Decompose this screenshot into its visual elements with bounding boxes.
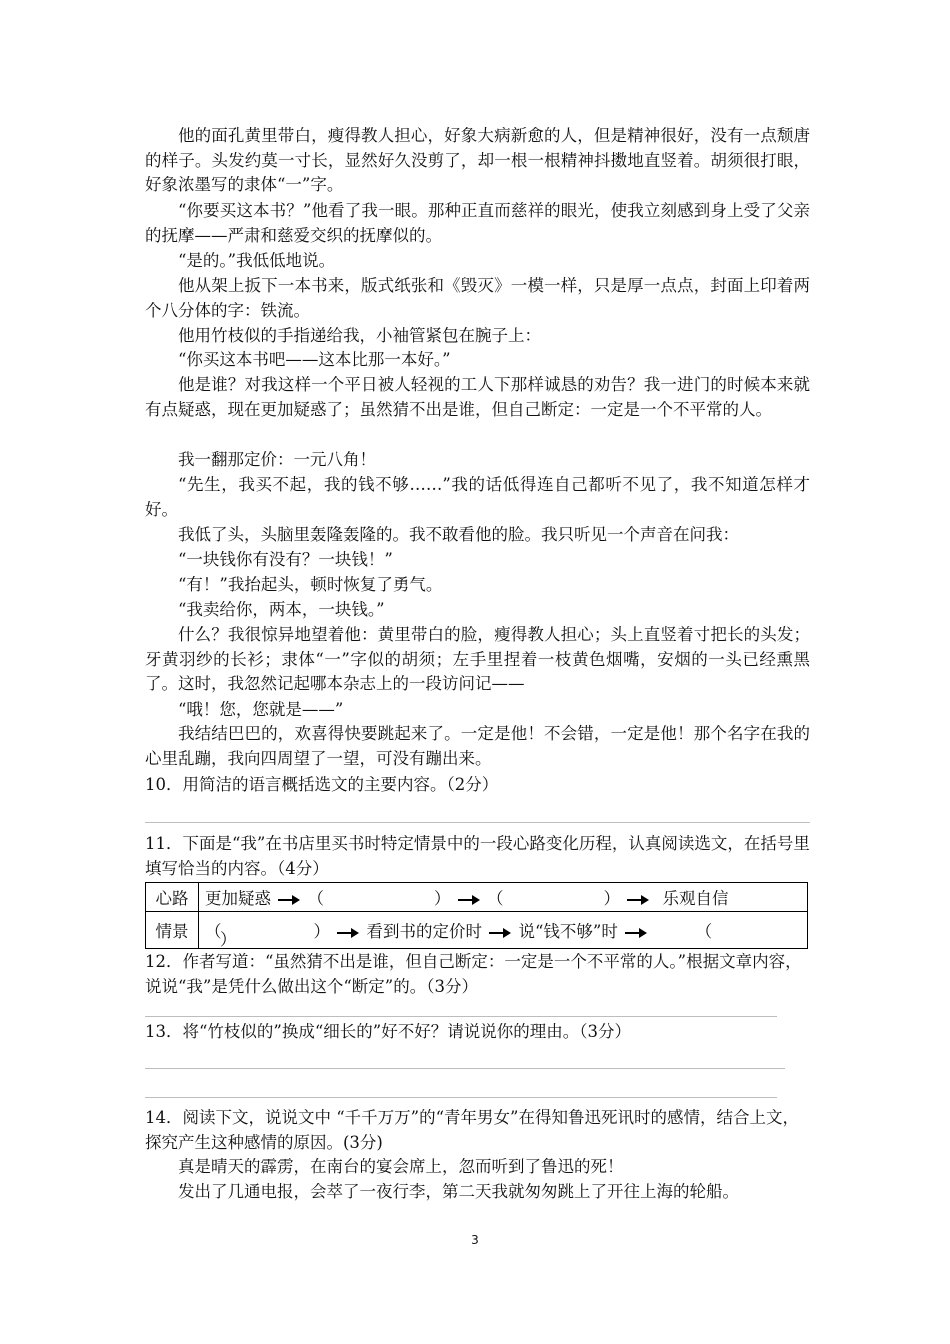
- scene-item: 说“钱不够”时: [518, 922, 618, 941]
- page-number: 3: [471, 1233, 479, 1247]
- passage-paragraph: 我一翻那定价：一元八角！: [178, 450, 376, 469]
- arrow-right-icon: [337, 928, 359, 938]
- table-row: [146, 883, 808, 912]
- question-10: 10．用简洁的语言概括选文的主要内容。（2分）: [145, 775, 499, 794]
- scene-item: 看到书的定价时: [366, 922, 482, 941]
- passage-paragraph: “是的。”我低低地说。: [178, 251, 336, 270]
- passage-paragraph: 他从架上扳下一本书来，版式纸张和《毁灭》一模一样，只是厚一点点，封面上印着两个八分体的字：铁流。: [145, 276, 810, 320]
- paren-close-wrapped: ）: [220, 930, 237, 949]
- excerpt-paragraph: 真是晴天的霹雳，在南台的宴会席上，忽而听到了鲁迅的死！: [178, 1157, 624, 1176]
- paren-open: （: [487, 889, 504, 908]
- flow-start: 更加疑惑: [205, 889, 271, 908]
- paren-close: ）: [603, 889, 620, 908]
- question-12: 12．作者写道：“虽然猜不出是谁，但自己断定：一定是一个不平常的人。”根据文章内容，说说“我”是凭什么做出这个“断定”的。（3分）: [145, 952, 802, 996]
- passage-paragraph: 他是谁？对我这样一个平日被人轻视的工人下那样诚恳的劝告？我一进门的时候本来就有点疑惑，现在更加疑惑了；虽然猜不出是谁，但自己断定：一定是一个不平常的人。: [145, 375, 810, 419]
- paren-close: ）: [313, 922, 330, 941]
- arrow-right-icon: [489, 928, 511, 938]
- passage-paragraph: 我结结巴巴的，欢喜得快要跳起来了。一定是他！不会错，一定是他！那个名字在我的心里乱蹦，我向四周望了一望，可没有蹦出来。: [145, 724, 810, 768]
- mindset-flow-cell: [199, 883, 808, 912]
- answer-line[interactable]: [145, 1097, 777, 1098]
- flow-end: 乐观自信: [662, 889, 729, 908]
- passage-paragraph: “你要买这本书？”他看了我一眼。那种正直而慈祥的眼光，使我立刻感到身上受了父亲的抚摩——严肃和慈爱交织的抚摩似的。: [145, 201, 810, 245]
- passage-paragraph: 什么？我很惊异地望着他：黄里带白的脸，瘦得教人担心；头上直竖着寸把长的头发；牙黄羽纱的长衫；隶体“一”字似的胡须；左手里捏着一枝黄色烟嘴，安烟的一头已经熏黑了。这时，我忽然记起哪本杂志上的一段访问记——: [145, 625, 810, 693]
- answer-line[interactable]: [145, 1068, 785, 1069]
- answer-line[interactable]: [145, 1016, 777, 1017]
- passage-paragraph: “一块钱你有没有？一块钱！”: [178, 550, 393, 569]
- passage-paragraph: 我低了头，头脑里轰隆轰隆的。我不敢看他的脸。我只听见一个声音在问我：: [178, 525, 739, 544]
- passage-paragraph: “哦！您，您就是——”: [178, 700, 344, 719]
- row-header-scene: 情景: [146, 912, 199, 949]
- paren-open: （: [695, 922, 713, 941]
- arrow-right-icon: [627, 895, 649, 905]
- answer-line[interactable]: [145, 822, 810, 823]
- row-header-mindset: 心路: [146, 883, 199, 912]
- table-row: [146, 912, 808, 949]
- arrow-right-icon: [278, 895, 300, 905]
- paren-close: ）: [434, 889, 451, 908]
- passage-paragraph: 他的面孔黄里带白，瘦得教人担心，好象大病新愈的人，但是精神很好，没有一点颓唐的样子。头发约莫一寸长，显然好久没剪了，却一根一根精神抖擞地直竖着。胡须很打眼，好象浓墨写的隶体“一”字。: [145, 126, 810, 194]
- mindset-flow-table: [145, 882, 808, 949]
- passage-paragraph: “我卖给你，两本，一块钱。”: [178, 600, 385, 619]
- question-11: 11．下面是“我”在书店里买书时特定情景中的一段心路变化历程，认真阅读选文，在括号里填写恰当的内容。（4分）: [145, 834, 810, 878]
- paren-open: （: [307, 889, 324, 908]
- passage-paragraph: “你买这本书吧——这本比那一本好。”: [178, 350, 451, 369]
- question-14: 14．阅读下文，说说文中 “千千万万”的“青年男女”在得知鲁迅死讯时的感情，结合上文，探究产生这种感情的原因。(3分): [145, 1108, 799, 1152]
- paren-open: （: [205, 922, 222, 941]
- question-13: 13．将“竹枝似的”换成“细长的”好不好？请说说你的理由。（3分）: [145, 1022, 631, 1041]
- arrow-right-icon: [625, 928, 647, 938]
- passage-paragraph: 他用竹枝似的手指递给我，小袖管紧包在腕子上：: [178, 326, 541, 345]
- arrow-right-icon: [458, 895, 480, 905]
- excerpt-paragraph: 发出了几通电报，会萃了一夜行李，第二天我就匆匆跳上了开往上海的轮船。: [178, 1182, 739, 1201]
- scene-flow-cell: [199, 912, 808, 949]
- passage-paragraph: “有！”我抬起头，顿时恢复了勇气。: [178, 575, 443, 594]
- passage-paragraph: “先生，我买不起，我的钱不够……”我的话低得连自己都听不见了，我不知道怎样才好。: [145, 475, 810, 519]
